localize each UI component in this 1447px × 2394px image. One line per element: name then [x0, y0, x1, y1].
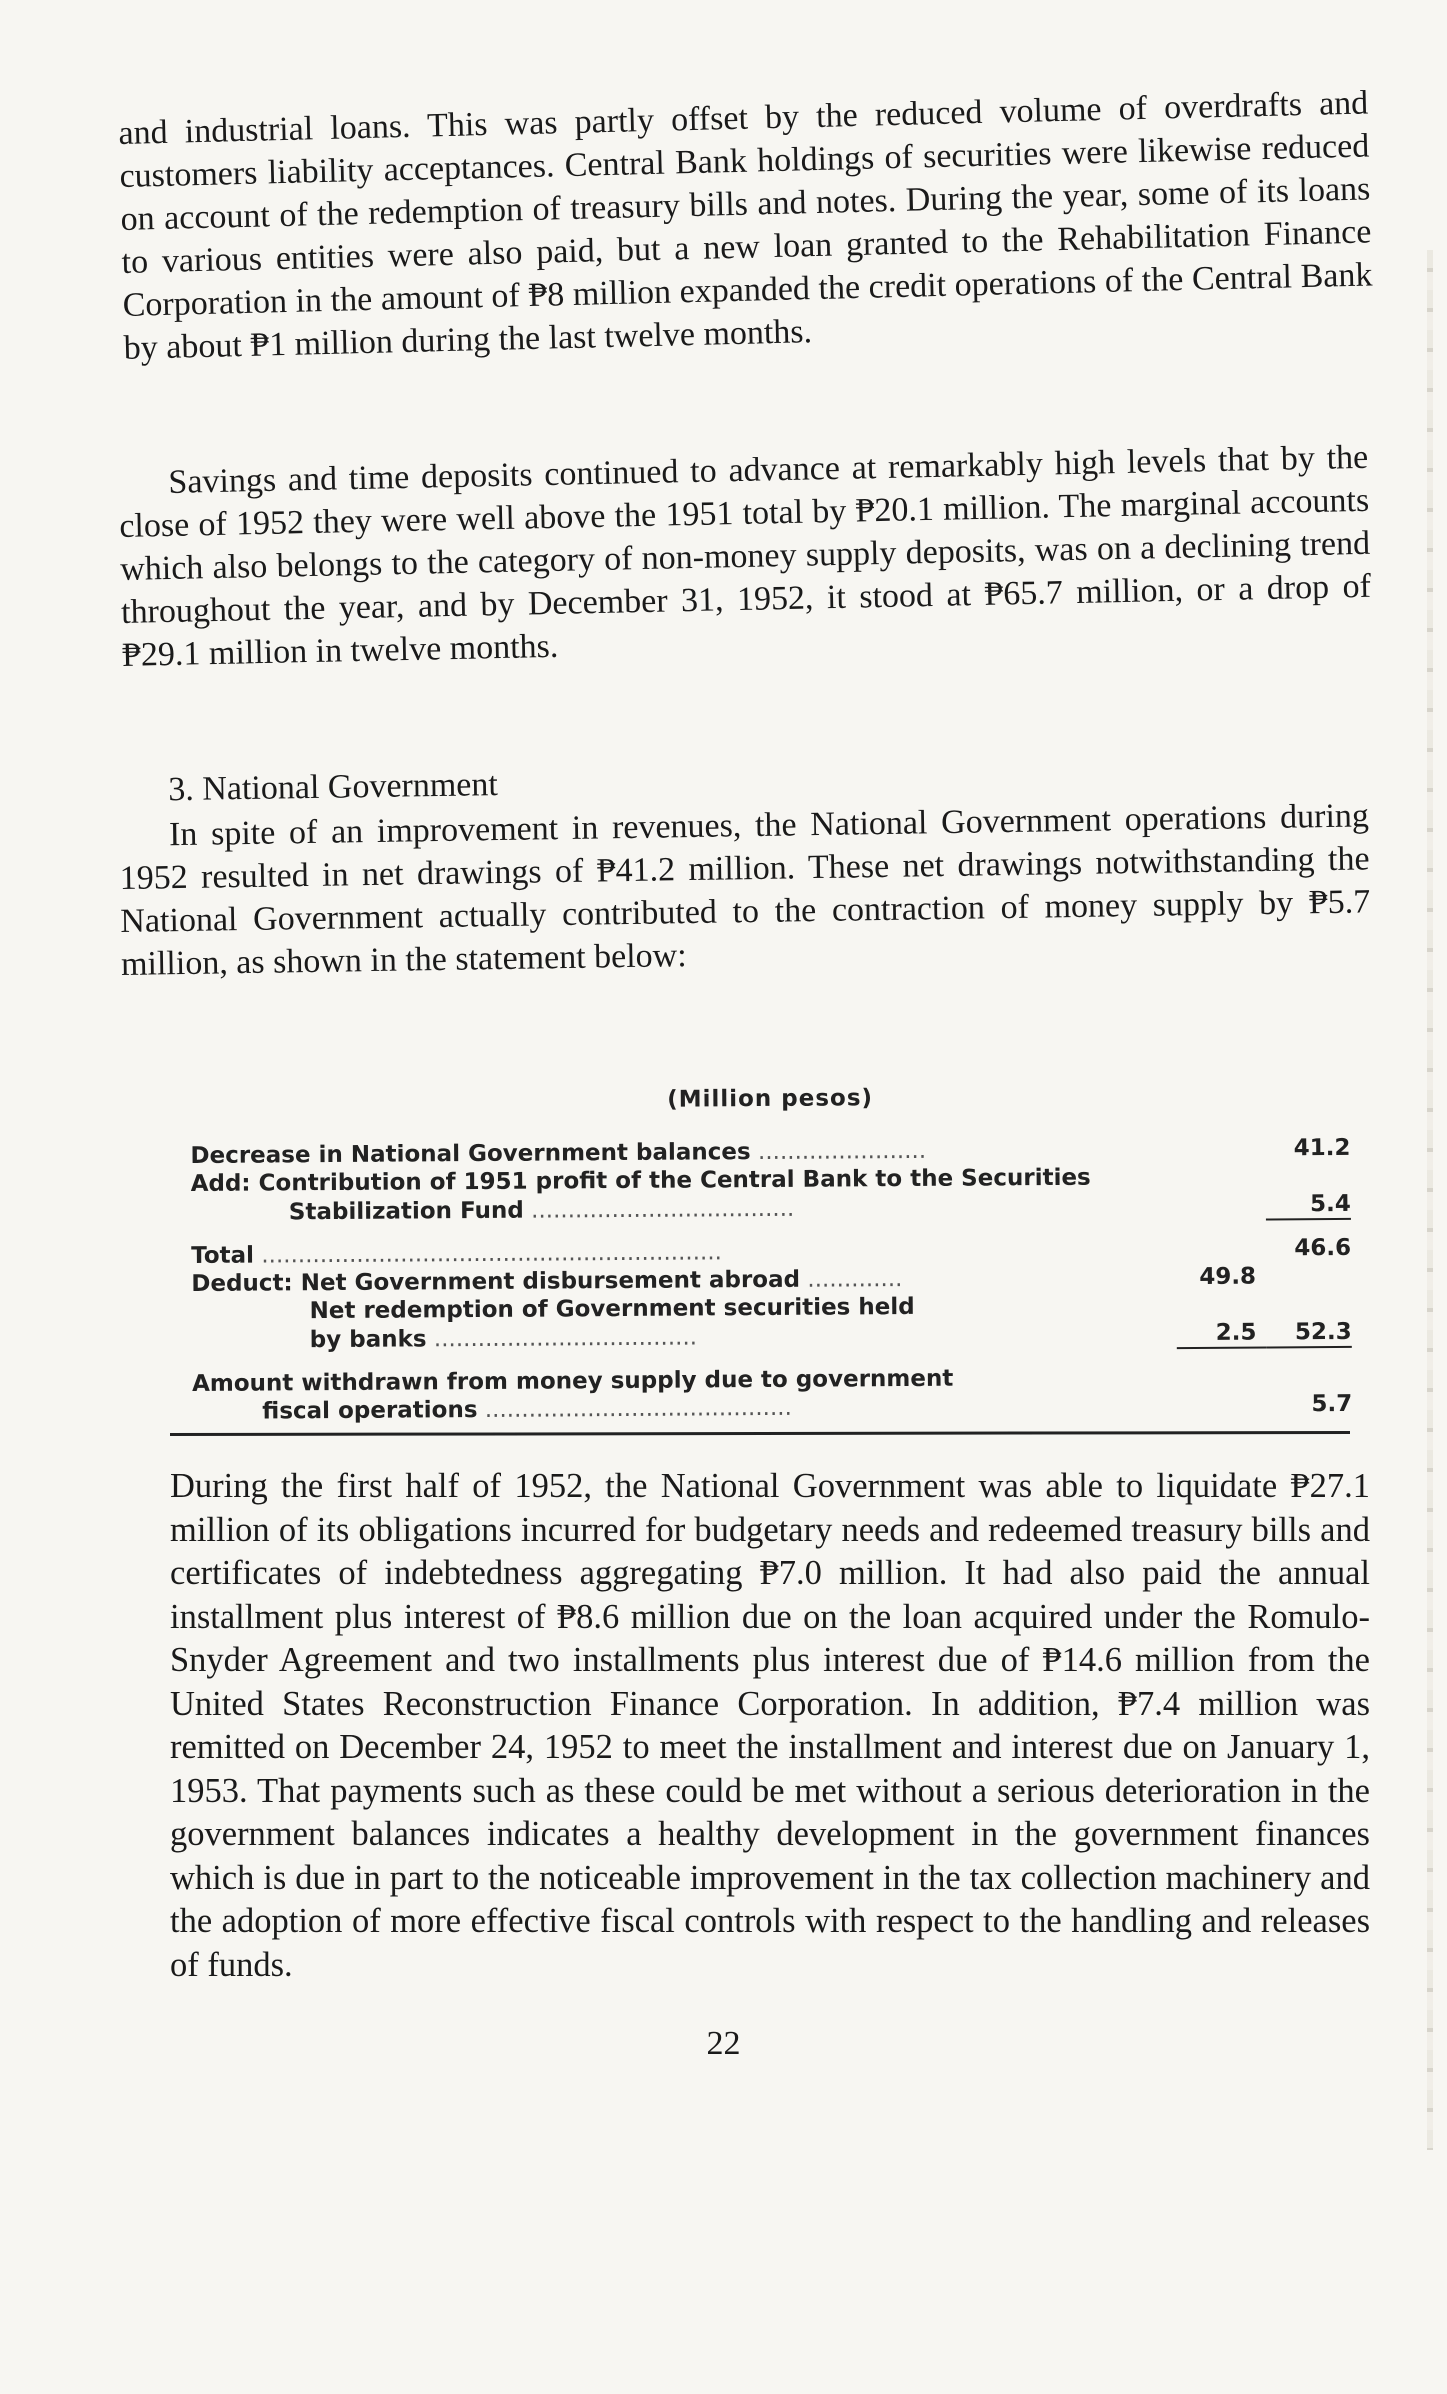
row-value: 2.5	[1176, 1318, 1266, 1348]
row-label: Stabilization Fund	[288, 1197, 524, 1226]
paragraph-text: During the first half of 1952, the National Government was able to liquidate ₱27.1 million of its obligations incurred for budgetary needs and redeemed treasury bills and certificates of indebtedness aggregating ₱7.0 million. It had also paid the annual installment plus interest of ₱8.6 million due on the loan acquired under the Romulo-Snyder Agreement and two installments plus interest due of ₱14.6 million from the United States Reconstruction Finance Corporation. In addition, ₱7.4 million was remitted on December 24, 1952 to meet the installment and interest due on January 1, 1953. That payments such as these could be met without a serious deterioration in the government balances indicates a healthy development in the government finances which is due in part to the noticeable improvement in the tax collection machinery and the adoption of more effective fiscal controls with respect to the handling and releases of funds.	[170, 1467, 1370, 1984]
row-label: Decrease in National Government balances	[190, 1139, 751, 1169]
row-label: Deduct: Net Government disbursement abroad	[191, 1266, 801, 1297]
row-value: 5.4	[1265, 1190, 1351, 1220]
table-row: by banks .................................... 2.5 52.3	[309, 1318, 1352, 1354]
paragraph-text: In spite of an improvement in revenues, the National Government operations during 1952 resulted in net drawings of ₱41.2 million. These net drawings notwithstanding the National Government actually contributed to the contraction of money supply by ₱5.7 million, as shown in the statement below:	[119, 797, 1371, 983]
page-edge-scan-artifact	[1427, 250, 1433, 2150]
paragraph-continuation	[118, 81, 1374, 369]
row-value: 41.2	[1293, 1134, 1351, 1162]
paragraph-text: Savings and time deposits continued to advance at remarkably high levels that by the close of 1952 they were well above the 1951 total by ₱20.1 million. The marginal accounts which also belongs to the category of non-money supply deposits, was on a declining trend throughout the year, and by December 31, 1952, it stood at ₱65.7 million, or a drop of ₱29.1 million in twelve months.	[118, 438, 1372, 674]
row-label: Net redemption of Government securities held	[309, 1293, 915, 1325]
table-row: Deduct: Net Government disbursement abroad ............. 49.8	[191, 1262, 1351, 1298]
section-national-government	[118, 750, 1371, 986]
table-row: Decrease in National Government balances ....................... 41.2	[190, 1134, 1351, 1169]
statement-caption: (Million pesos)	[667, 1085, 874, 1113]
divider	[170, 1431, 1350, 1436]
statement-table	[190, 1134, 1352, 1426]
table-row: Stabilization Fund .................................... 5.4	[288, 1190, 1351, 1226]
page-number: 22	[706, 2025, 741, 2062]
row-value: 46.6	[1294, 1234, 1352, 1262]
table-row: Total ............................................................... 46.6	[191, 1234, 1352, 1269]
table-row: fiscal operations .......................................... 5.7	[262, 1390, 1353, 1425]
paragraph-savings-deposits	[118, 436, 1372, 677]
financial-statement	[190, 1082, 1352, 1426]
row-value: 49.8	[1199, 1263, 1257, 1290]
row-value: 52.3	[1266, 1318, 1352, 1348]
row-label: Amount withdrawn from money supply due to government	[191, 1365, 954, 1397]
row-label: Add: Contribution of 1951 profit of the Central Bank to the Securities	[190, 1164, 1091, 1197]
paragraph-first-half-1952	[170, 1465, 1370, 1987]
row-label: by banks	[309, 1326, 427, 1354]
row-label: Total	[191, 1242, 255, 1269]
section-heading: 3. National Government	[168, 766, 499, 809]
row-value: 5.7	[1311, 1390, 1353, 1418]
row-label: fiscal operations	[262, 1397, 478, 1425]
paragraph-text: and industrial loans. This was partly offset by the reduced volume of overdrafts and customers liability acceptances. Central Bank holdings of securities were likewise reduced on account of the redemption of treasury bills and notes. During the year, some of its loans to various entities were also paid, but a new loan granted to the Rehabilitation Finance Corporation in the amount of ₱8 million expanded the credit operations of the Central Bank by about ₱1 million during the last twelve months.	[118, 84, 1373, 367]
